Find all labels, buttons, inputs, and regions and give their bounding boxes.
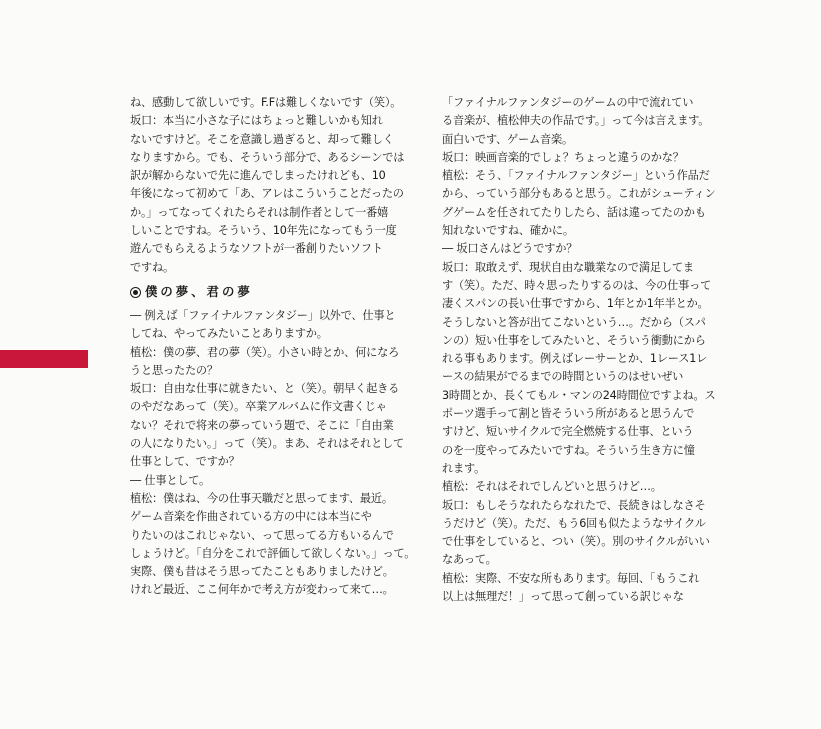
section-heading-text: 僕の夢、君の夢 — [145, 283, 253, 299]
text-line: ゲーム音楽を作曲されている方の中には本当にや — [130, 510, 372, 524]
text-line: 遊んでもらえるようなソフトが一番創りたいソフト — [130, 242, 383, 256]
text-line: ースの結果がでるまでの時間というのはせいぜい — [442, 370, 684, 384]
text-line: ないですけど。そこを意識し過ぎると、却って難しく — [130, 132, 394, 146]
red-margin-tab — [0, 350, 88, 368]
text-line: りたいのはこれじゃない、って思ってる方もいるんで — [130, 528, 394, 542]
text-line: ね、感動して欲しいです。F.Fは難しくないです（笑）。 — [130, 96, 402, 109]
text-line: 訳が解からないで先に進んでしまったけれども、10 — [130, 169, 386, 183]
text-line: 実際、僕も昔はそう思ってたこともありましたけど。 — [130, 565, 394, 579]
text-line: 坂口：本当に小さな子にはちょっと難しいかも知れ — [130, 114, 383, 128]
text-line: 植松：実際、不安な所もあります。毎回、「もうこれ — [442, 571, 700, 585]
text-line: ― 例えば「ファイナルファンタジー」以外で、仕事と — [130, 308, 396, 322]
text-line: 坂口：もしそうなれたらなれたで、長続きはしなさそ — [442, 498, 706, 512]
text-line: のを一度やってみたいですね。そういう生き方に憧 — [442, 443, 695, 457]
left-top-paragraphs — [130, 94, 405, 277]
left-bottom-paragraphs — [130, 307, 416, 600]
text-line: か。」ってなってくれたらそれは制作者として一番嬉 — [130, 205, 389, 219]
text-line: る音楽が、植松伸夫の作品です。」って今は言えます。 — [442, 114, 710, 128]
text-line: ポーツ選手って割と皆そういう所があると思うんで — [442, 407, 695, 421]
text-line: から、っていう部分もあると思う。これがシューティン — [442, 187, 716, 201]
text-line: ― 仕事として。 — [130, 473, 211, 487]
text-line: ンの）短い仕事をしてみたいと、そういう衝動にから — [442, 333, 706, 347]
text-line: うだけど（笑）。ただ、もう6回も似たようなサイクル — [442, 516, 706, 530]
text-line: 仕事として、ですか？ — [130, 455, 240, 469]
text-line: 年後になって初めて「あ、アレはこういうことだったの — [130, 187, 404, 201]
text-line: 植松：それはそれでしんどいと思うけど…。 — [442, 480, 662, 494]
text-line: のやだなあって（笑）。卒業アルバムに作文書くじゃ — [130, 400, 387, 414]
text-line: 以上は無理だ！」って思って創っている訳じゃな — [442, 590, 684, 604]
text-line: れます。 — [442, 461, 486, 475]
text-line: れる事もあります。例えばレーサーとか、1レース1レ — [442, 352, 708, 366]
text-line: そうしないと答が出てこないという…。だから（スパ — [442, 315, 706, 329]
text-line: なあって。 — [442, 553, 497, 567]
text-line: ― 坂口さんはどうですか？ — [442, 242, 578, 256]
text-line: 3時間とか、長くてもル・マンの24時間位ですよね。ス — [442, 388, 716, 402]
text-line: す（笑）。ただ、時々思ったりするのは、今の仕事って — [442, 278, 712, 292]
text-line: 知れないですね、確かに。 — [442, 224, 574, 238]
text-line: 坂口：映画音楽的でしょ？ちょっと違うのかな？ — [442, 150, 684, 164]
text-line: しいことですね。そういう、10年先になってもう一度 — [130, 224, 397, 238]
text-line: けれど最近、ここ何年かで考え方が変わって来て…。 — [130, 583, 394, 597]
text-line: なりますから。でも、そういう部分で、あるシーンでは — [130, 150, 405, 164]
text-line: で仕事をしていると、つい（笑）。別のサイクルがいい — [442, 535, 710, 549]
text-line: グゲームを任されてたりしたら、話は違ってたのかも — [442, 205, 706, 219]
text-line: 凄くスパンの長い仕事ですから、1年とか1年半とか。 — [442, 297, 709, 311]
text-line: 面白いです、ゲーム音楽。 — [442, 132, 573, 146]
section-heading — [130, 281, 388, 303]
text-line: ですね。 — [130, 260, 174, 274]
text-line: ない？それで将来の夢っていう題で、そこに「自由業 — [130, 418, 394, 432]
text-line: すけど、短いサイクルで完全燃焼する仕事、という — [442, 425, 694, 439]
text-line: 植松：僕の夢、君の夢（笑）。小さい時とか、何になろ — [130, 345, 400, 359]
text-line: 植松：僕はね、今の仕事天職だと思ってます、最近。 — [130, 491, 393, 505]
text-line: しょうけど。「自分をこれで評価して欲しくない。」って。 — [130, 546, 416, 560]
text-line: 「ファイナルファンタジーのゲームの中で流れてい — [442, 96, 694, 109]
text-line: 植松：そう、「ファイナルファンタジー」という作品だ — [442, 169, 710, 183]
bullet-circle-icon — [130, 287, 141, 298]
text-line: 坂口：取敢えず、現状自由な職業なので満足してま — [442, 260, 694, 274]
left-text-column — [130, 94, 416, 600]
text-line: 坂口：自由な仕事に就きたい、と（笑）。朝早く起きる — [130, 382, 400, 396]
text-line: してね、やってみたいことありますか。 — [130, 327, 328, 341]
text-line: うと思ったたの？ — [130, 363, 218, 377]
text-line: の人になりたい。」って（笑）。まあ、それはそれとして — [130, 437, 405, 451]
right-text-column — [442, 94, 716, 606]
